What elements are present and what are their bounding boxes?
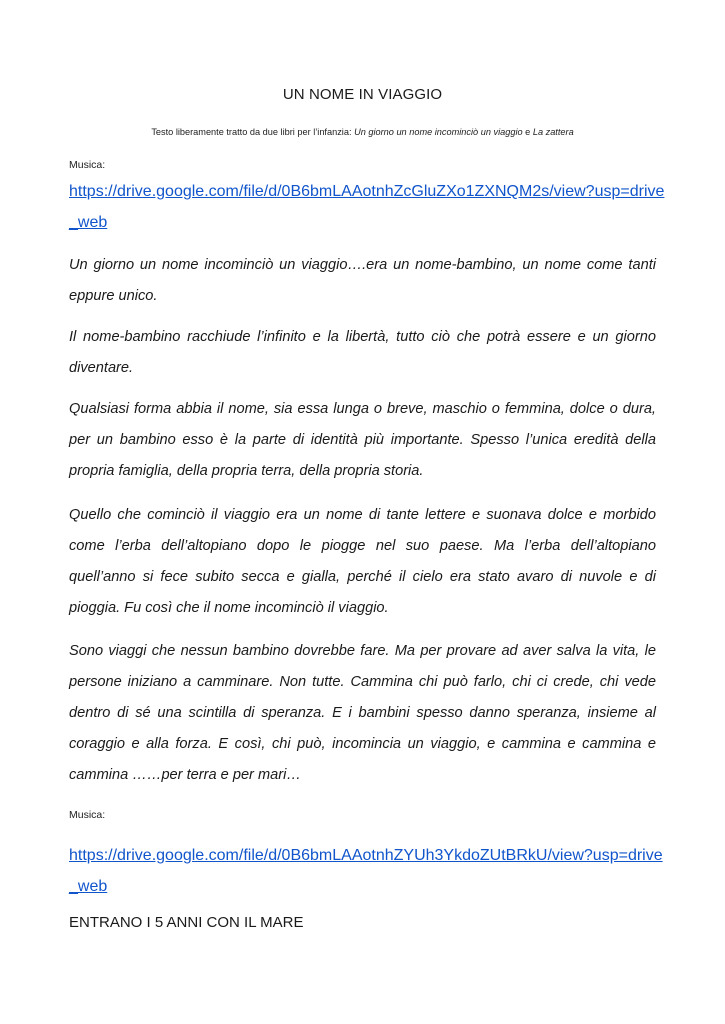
paragraph-2: Il nome-bambino racchiude l’infinito e la libertà, tutto ciò che potrà essere e un giorno diventare. bbox=[69, 329, 656, 376]
subtitle-prefix: Testo liberamente tratto da due libri per l’infanzia: bbox=[151, 127, 355, 137]
music-link-2[interactable]: https://drive.google.com/file/d/0B6bmLAAotnhZYUh3YkdoZUtBRkU/view?usp=drive_web bbox=[69, 847, 663, 895]
document-title: UN NOME IN VIAGGIO bbox=[282, 86, 443, 103]
paragraph-5: Sono viaggi che nessun bambino dovrebbe fare. Ma per provare ad aver salva la vita, le persone iniziano a camminare. Non tutte. Cammina chi può farlo, chi ci crede, chi vede dentro di sé una scintilla di speranza. E i bambini spesso danno speranza, insieme al coraggio e alla forza. E così, chi può, incomincia un viaggio, e cammina e cammina e cammina ……per terra e per mari… bbox=[69, 643, 656, 783]
paragraph-1: Un giorno un nome incominciò un viaggio….era un nome-bambino, un nome come tanti eppure unico. bbox=[69, 257, 656, 304]
subtitle-book-2: La zattera bbox=[532, 127, 574, 137]
music-link-1[interactable]: https://drive.google.com/file/d/0B6bmLAAotnhZcGluZXo1ZXNQM2s/view?usp=drive_web bbox=[69, 183, 665, 231]
subtitle-book-1: Un giorno un nome incominciò un viaggio bbox=[354, 127, 523, 137]
closing-line: ENTRANO I 5 ANNI CON IL MARE bbox=[69, 914, 304, 931]
paragraph-3: Qualsiasi forma abbia il nome, sia essa lunga o breve, maschio o femmina, dolce o dura, per un bambino esso è la parte di identità più importante. Spesso l’unica eredità della propria famiglia, della propria terra, della propria storia. bbox=[69, 401, 656, 479]
subtitle-conjunction: e bbox=[522, 127, 533, 137]
paragraph-4: Quello che cominciò il viaggio era un nome di tante lettere e suonava dolce e morbido come l’erba dell’altopiano dopo le piogge nel suo paese. Ma l’erba dell’altopiano quell’anno si fece subito secca e gialla, perché il cielo era stato avaro di nuvole e di pioggia. Fu così che il nome incominciò il viaggio. bbox=[69, 507, 656, 616]
music-label-1: Musica: bbox=[69, 159, 106, 171]
music-label-2: Musica: bbox=[69, 809, 106, 821]
document-subtitle bbox=[0, 127, 725, 137]
